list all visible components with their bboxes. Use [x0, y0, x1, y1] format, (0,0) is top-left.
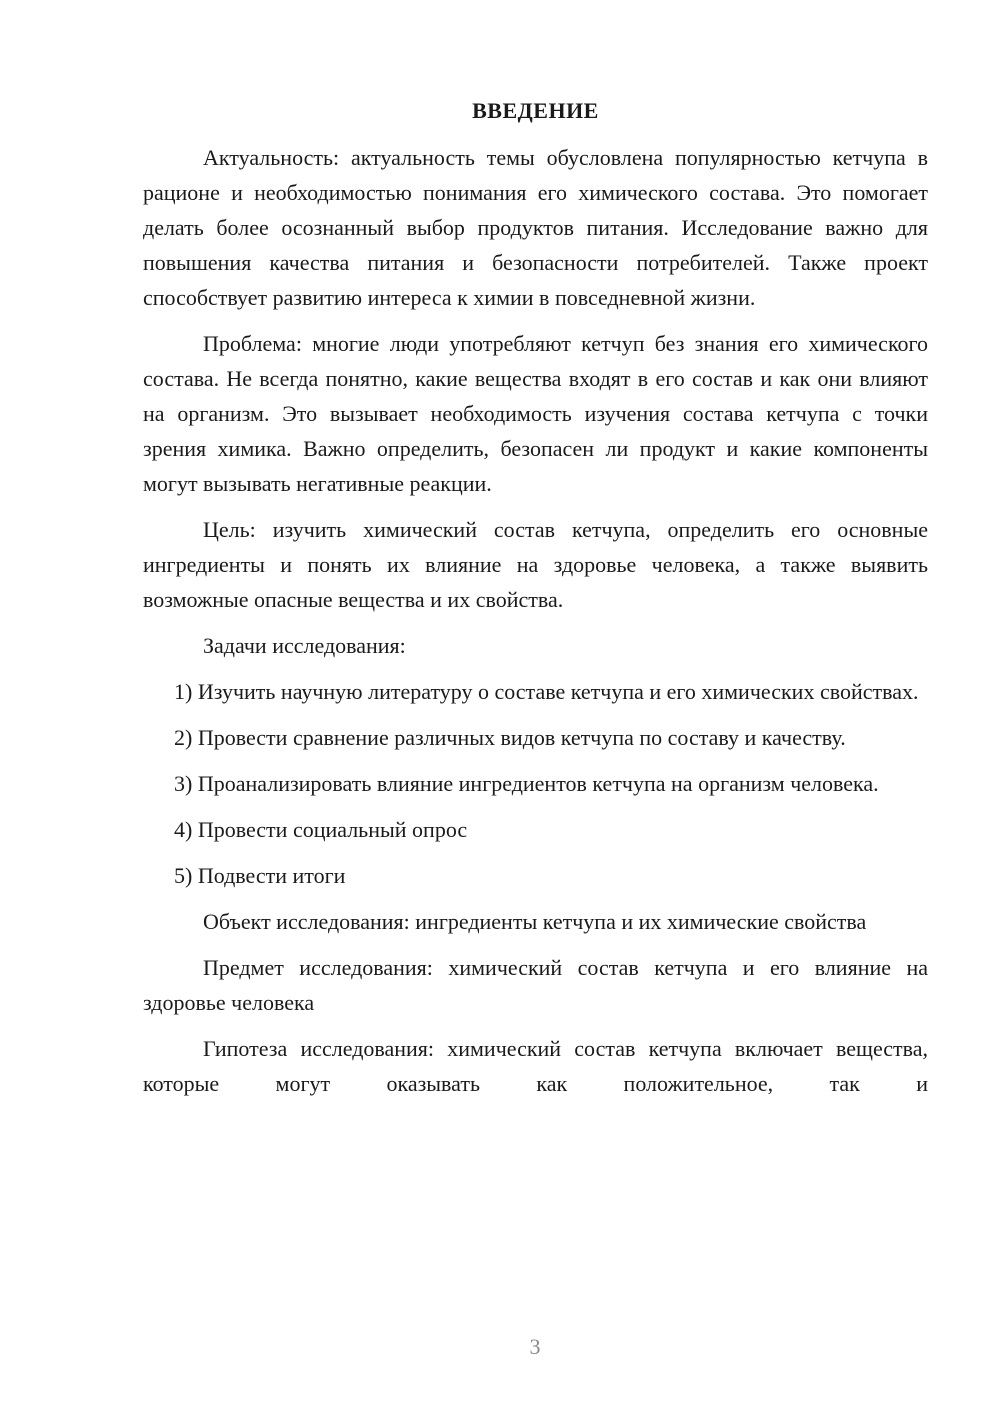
- paragraph-problem: Проблема: многие люди употребляют кетчуп без знания его химического состава. Не всегда понятно, какие вещества входят в его состав и как они влияют на организм. Это вызывает необходимость изучения состава кетчупа с точки зрения химика. Важно определить, безопасен ли продукт и какие компоненты могут вызывать негативные реакции.: [143, 331, 928, 496]
- paragraph-subject: Предмет исследования: химический состав кетчупа и его влияние на здоровье человека: [143, 955, 928, 1015]
- task-item-5: 5) Подвести итоги: [174, 863, 346, 888]
- paragraph-object: Объект исследования: ингредиенты кетчупа и их химические свойства: [203, 909, 867, 934]
- task-item-3: 3) Проанализировать влияние ингредиентов кетчупа на организм человека.: [174, 771, 879, 796]
- paragraph-hypothesis: Гипотеза исследования: химический состав кетчупа включает вещества, которые могут оказывать как положительное, так и: [143, 1036, 928, 1096]
- paragraph-relevance: Актуальность: актуальность темы обусловлена популярностью кетчупа в рационе и необходимостью понимания его химического состава. Это помогает делать более осознанный выбор продуктов питания. Исследование важно для повышения качества питания и безопасности потребителей. Также проект способствует развитию интереса к химии в повседневной жизни.: [143, 145, 928, 310]
- page-number: 3: [529, 1334, 541, 1359]
- task-item-1: 1) Изучить научную литературу о составе кетчупа и его химических свойствах.: [174, 679, 919, 704]
- task-item-2: 2) Провести сравнение различных видов кетчупа по составу и качеству.: [174, 725, 846, 750]
- page-content: [143, 93, 928, 1112]
- task-item-4: 4) Провести социальный опрос: [174, 817, 468, 842]
- paragraph-goal: Цель: изучить химический состав кетчупа, определить его основные ингредиенты и понять их влияние на здоровье человека, а также выявить возможные опасные вещества и их свойства.: [143, 517, 928, 612]
- section-title: ВВЕДЕНИЕ: [472, 98, 599, 123]
- paragraph-tasks-heading: Задачи исследования:: [203, 633, 406, 658]
